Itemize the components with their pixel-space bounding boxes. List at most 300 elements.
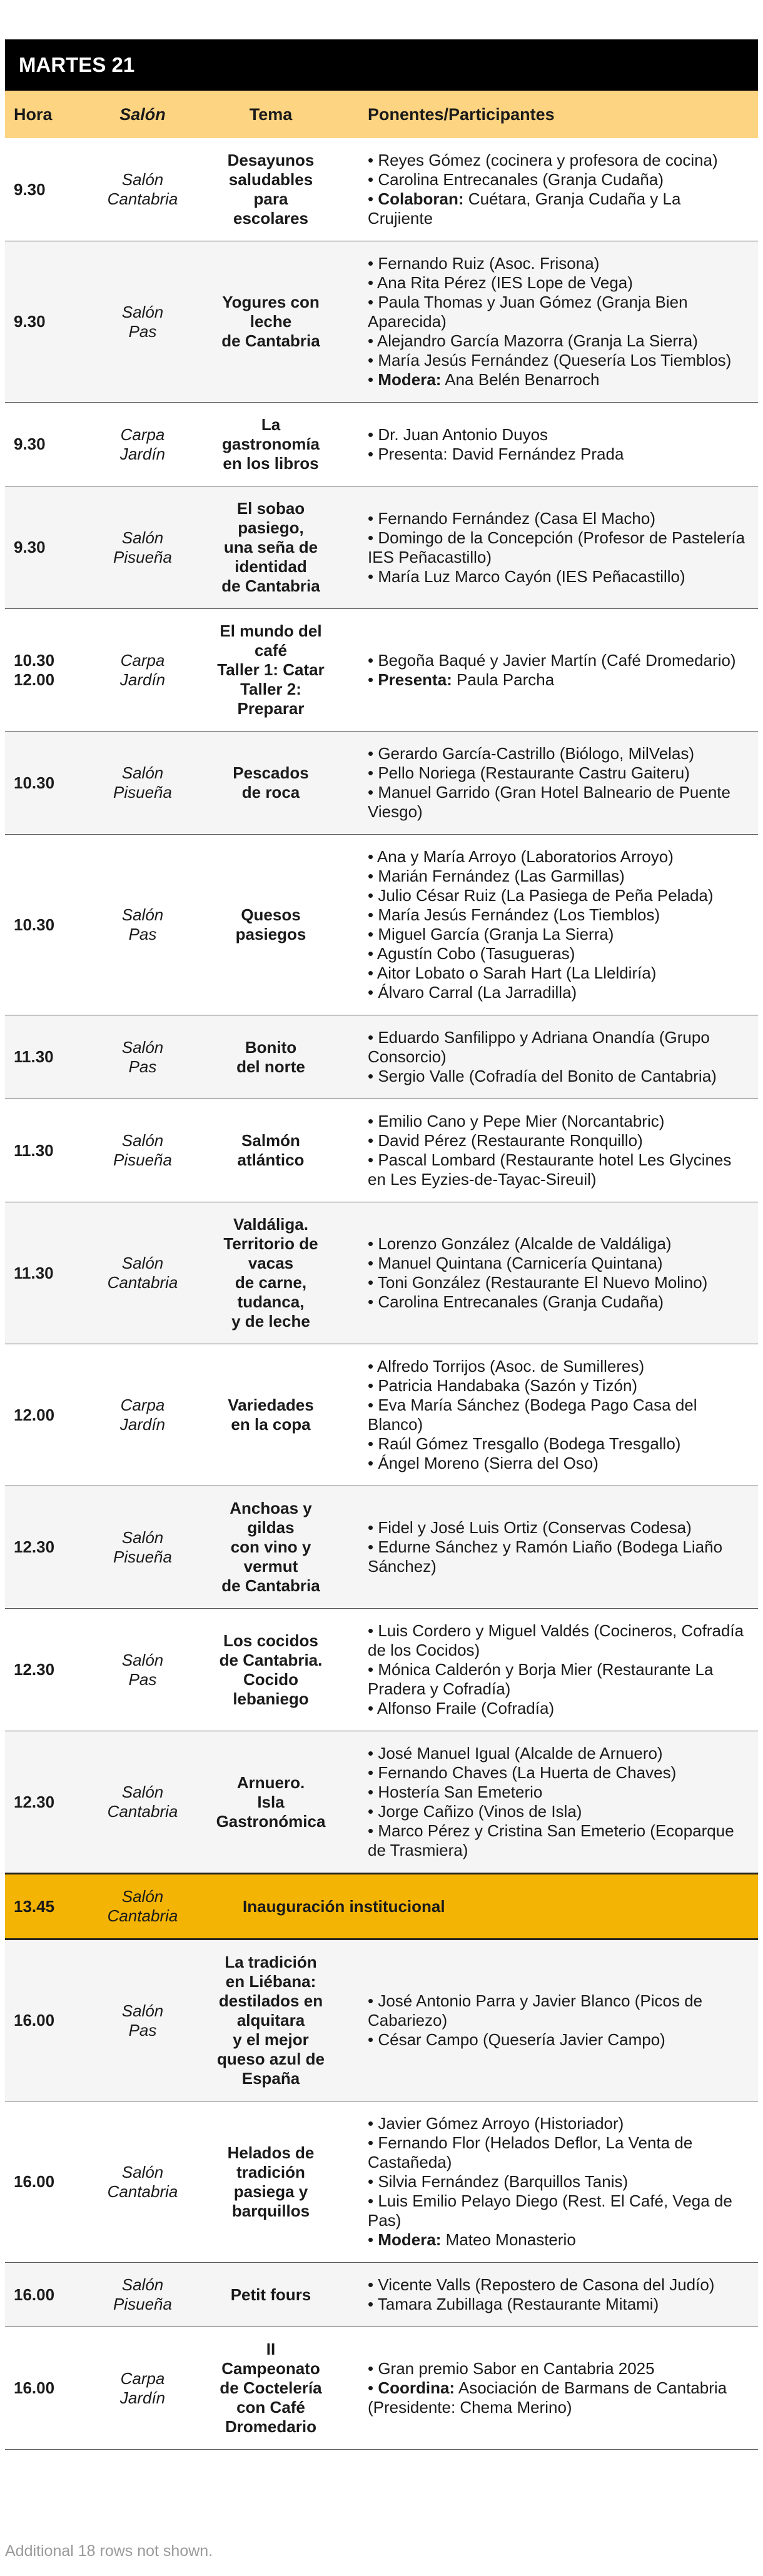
tema-text: en Liébana: (225, 1972, 316, 1991)
salon-text: Jardín (119, 2388, 166, 2407)
ponente-text: • (368, 370, 378, 389)
ponente-item (368, 2378, 748, 2417)
ponente-item (368, 651, 748, 670)
cell-ponentes (349, 2101, 758, 2263)
cell-tema (193, 835, 349, 1015)
salon-text: Cantabria (107, 1273, 178, 1292)
cell-tema (193, 1731, 349, 1874)
table-row (5, 2327, 758, 2450)
ponente-item (368, 170, 748, 189)
cell-hora (5, 1015, 93, 1099)
ponente-text: • (368, 670, 378, 689)
tema-text: Preparar (237, 699, 305, 718)
ponente-text: Paula Parcha (452, 670, 555, 689)
ponente-text: • Alfonso Fraile (Cofradía) (368, 1699, 555, 1718)
cell-hora (5, 1486, 93, 1609)
cell-tema (193, 1486, 349, 1609)
cell-tema (193, 609, 349, 732)
cell-salon (93, 241, 193, 403)
ponente-item (368, 1292, 748, 1312)
ponente-text: • Álvaro Carral (La Jarradilla) (368, 983, 577, 1002)
ponente-text: Ana Belén Benarroch (441, 370, 600, 389)
salon-text: Salón (121, 170, 164, 189)
ponente-item (368, 867, 748, 886)
ponente-text: • Reyes Gómez (cocinera y profesora de cocina) (368, 151, 718, 169)
cell-ponentes (349, 1609, 758, 1731)
tema-text: Arnuero. (236, 1773, 305, 1792)
cell-hora (5, 403, 93, 486)
ponente-item (368, 1028, 748, 1067)
tema-text: Yogures con (222, 293, 320, 311)
ponente-text: • Alfredo Torrijos (Asoc. de Sumilleres) (368, 1357, 645, 1376)
hora-text: 9.30 (14, 179, 46, 199)
salon-text: Jardín (119, 670, 166, 689)
tema-text: España (241, 2069, 300, 2088)
cell-tema (193, 403, 349, 486)
hora-text: 12.30 (14, 1660, 55, 1679)
cell-tema (193, 1609, 349, 1731)
hora-text: 16.00 (14, 2285, 55, 2304)
cell-hora (5, 835, 93, 1015)
ponente-text: Cuétara, Granja Cudaña y La Crujiente (368, 189, 681, 228)
tema-text: del norte (236, 1057, 305, 1076)
ponente-text: • Ángel Moreno (Sierra del Oso) (368, 1454, 599, 1472)
tema-text: Gastronómica (216, 1811, 326, 1831)
salon-text: Carpa (120, 2368, 165, 2388)
salon-text: Carpa (120, 650, 165, 670)
cell-salon (93, 1940, 193, 2101)
salon-text: Cantabria (107, 189, 178, 208)
salon-text: Pisueña (113, 1150, 172, 1169)
salon-text: Salón (121, 1783, 164, 1801)
ponente-text: • Javier Gómez Arroyo (Historiador) (368, 2114, 624, 2133)
ponente-item (368, 1763, 748, 1783)
schedule-wrapper (5, 39, 758, 2450)
cell-ponentes (349, 1015, 758, 1099)
tema-text: Inauguración institucional (243, 1896, 445, 1916)
ponente-text: • Patricia Handabaka (Sazón y Tizón) (368, 1376, 638, 1395)
ponente-text: • Luis Cordero y Miguel Valdés (Cocineros, Cofradía de los Cocidos) (368, 1621, 744, 1659)
ponente-item (368, 944, 748, 963)
cell-salon (93, 1486, 193, 1609)
footer-note: Additional 18 rows not shown. (5, 2542, 213, 2560)
cell-salon (93, 1202, 193, 1344)
table-row (5, 1202, 758, 1344)
table-row (5, 1731, 758, 1874)
tema-text: café (254, 641, 288, 660)
ponente-item (368, 2030, 748, 2050)
salon-text: Pas (128, 2020, 157, 2040)
ponente-item (368, 273, 748, 293)
ponente-item (368, 151, 748, 170)
tema-text: para (253, 189, 288, 208)
hora-text: 10.30 (14, 650, 55, 670)
ponente-item (368, 1802, 748, 1821)
cell-tema (193, 486, 349, 609)
ponente-item (368, 670, 748, 690)
hora-text: 16.00 (14, 2011, 55, 2030)
salon-text: Pisueña (113, 547, 172, 566)
ponente-text: • Marco Pérez y Cristina San Emeterio (Ecoparque de Trasmiera) (368, 1821, 734, 1859)
cell-salon (93, 1099, 193, 1202)
table-row (5, 1099, 758, 1202)
ponente-text: • Domingo de la Concepción (Profesor de Pastelería IES Peñacastillo) (368, 528, 745, 566)
ponente-text: • Pello Noriega (Restaurante Castru Gaiteru) (368, 763, 690, 782)
salon-text: Salón (121, 2162, 164, 2181)
ponente-item (368, 1273, 748, 1292)
table-row (5, 2101, 758, 2263)
ponente-text: • Mónica Calderón y Borja Mier (Restaurante La Pradera y Cofradía) (368, 1660, 714, 1698)
ponente-item (368, 254, 748, 273)
cell-tema (193, 1940, 349, 2101)
tema-text: barquillos (231, 2201, 310, 2220)
ponente-role-label: Coordina: (378, 2378, 455, 2397)
ponente-text: • María Jesús Fernández (Quesería Los Tiemblos) (368, 351, 732, 370)
ponente-text: • Jorge Cañizo (Vinos de Isla) (368, 1802, 582, 1821)
ponente-text: • María Luz Marco Cayón (IES Peñacastillo) (368, 566, 685, 586)
ponente-text: • Emilio Cano y Pepe Mier (Norcantabric) (368, 1112, 665, 1130)
tema-text: Isla (257, 1792, 285, 1811)
ponente-text: • Sergio Valle (Cofradía del Bonito de Cantabria) (368, 1067, 717, 1085)
tema-text: Campeonato (221, 2359, 320, 2378)
ponente-item (368, 2191, 748, 2230)
tema-text: Los cocidos (223, 1631, 318, 1650)
ponente-text: • Vicente Valls (Repostero de Casona del Judío) (368, 2275, 715, 2294)
ponente-item (368, 528, 748, 567)
ponente-text: • Fernando Fernández (Casa El Macho) (368, 508, 655, 528)
cell-salon (93, 2327, 193, 2450)
tema-text: Taller 1: Catar (217, 660, 325, 679)
ponente-item (368, 445, 748, 464)
ponente-item (368, 2172, 748, 2191)
cell-salon (93, 2263, 193, 2327)
ponente-text: • Agustín Cobo (Tasugueras) (368, 944, 575, 963)
salon-text: Pisueña (113, 783, 172, 802)
ponente-text: • Fernando Flor (Helados Deflor, La Venta de Castañeda) (368, 2133, 693, 2171)
ponente-text: Asociación de Barmans de Cantabria (Presidente: Chema Merino) (368, 2378, 727, 2417)
tema-text: en los libros (223, 454, 319, 473)
tema-text: de Coctelería (220, 2378, 322, 2397)
ponente-item (368, 1434, 748, 1454)
ponente-text: • Julio César Ruiz (La Pasiega de Peña Pelada) (368, 886, 714, 905)
tema-text: Helados de (227, 2143, 315, 2162)
ponente-text: • Carolina Entrecanales (Granja Cudaña) (368, 170, 664, 189)
tema-text: leche (250, 312, 292, 331)
cell-hora (5, 609, 93, 732)
ponente-item (368, 2275, 748, 2295)
ponente-item (368, 2230, 748, 2250)
ponente-role-label: Modera: (378, 370, 442, 389)
cell-hora (5, 1099, 93, 1202)
ponente-text: • Paula Thomas y Juan Gómez (Granja Bien Aparecida) (368, 293, 688, 331)
tema-text: La tradición (225, 1953, 317, 1971)
cell-hora (5, 2263, 93, 2327)
ponente-role-label: Modera: (378, 2230, 442, 2249)
cell-tema (193, 1344, 349, 1486)
cell-ponentes (349, 1099, 758, 1202)
cell-hora (5, 138, 93, 241)
cell-ponentes (349, 1486, 758, 1609)
salon-text: Cantabria (107, 1802, 178, 1821)
tema-text: pasiego, (238, 518, 304, 537)
tema-text: identidad (235, 557, 307, 576)
ponente-text: • Presenta: David Fernández Prada (368, 444, 624, 463)
ponente-item (368, 744, 748, 763)
salon-text: Salón (121, 763, 164, 782)
cell-tema (193, 241, 349, 403)
salon-text: Pisueña (113, 2295, 172, 2313)
ponente-text: • Eduardo Sanfilippo y Adriana Onandía (Grupo Consorcio) (368, 1028, 710, 1066)
ponente-text: • (368, 2378, 378, 2397)
tema-text: pasiegos (235, 925, 306, 943)
ponente-item (368, 1621, 748, 1660)
hora-text: 9.30 (14, 538, 46, 556)
tema-text: de carne, (235, 1273, 307, 1292)
hora-text: 11.30 (14, 1140, 54, 1160)
ponente-item (368, 783, 748, 822)
cell-tema (193, 2263, 349, 2327)
ponente-item (368, 1821, 748, 1860)
cell-tema (193, 732, 349, 835)
ponente-text: • Fernando Ruiz (Asoc. Frisona) (368, 254, 600, 273)
ponente-item (368, 1783, 748, 1802)
ponente-item (368, 1234, 748, 1254)
tema-text: una seña de (223, 538, 318, 556)
hora-text: 13.45 (14, 1896, 55, 1916)
ponente-text: • Ana Rita Pérez (IES Lope de Vega) (368, 273, 633, 292)
table-row-highlight (5, 1874, 758, 1940)
cell-ponentes (349, 732, 758, 835)
ponente-text: • Tamara Zubillaga (Restaurante Mitami) (368, 2295, 659, 2313)
cell-ponentes (349, 241, 758, 403)
cell-ponentes (349, 1344, 758, 1486)
schedule-table (5, 91, 758, 2450)
ponente-item (368, 963, 748, 983)
cell-hora (5, 1940, 93, 2101)
ponente-item (368, 1699, 748, 1718)
cell-hora (5, 2101, 93, 2263)
ponente-item (368, 370, 748, 390)
cell-ponentes (349, 1202, 758, 1344)
tema-text: de Cantabria (221, 576, 320, 595)
table-row (5, 241, 758, 403)
tema-text: Bonito (245, 1037, 297, 1057)
ponente-item (368, 1131, 748, 1150)
ponente-item (368, 425, 748, 445)
table-row (5, 1940, 758, 2101)
cell-hora (5, 1874, 93, 1940)
table-row (5, 1015, 758, 1099)
column-header-ponentes[interactable]: Ponentes/Participantes (349, 91, 758, 138)
table-row (5, 1344, 758, 1486)
tema-text: de roca (241, 783, 300, 802)
tema-text: de Cantabria. (219, 1650, 323, 1669)
ponente-item (368, 189, 748, 228)
tema-text: escolares (233, 209, 308, 228)
tema-text: de Cantabria (221, 331, 320, 350)
ponente-text: • Pascal Lombard (Restaurante hotel Les Glycines en Les Eyzies-de-Tayac-Sireuil) (368, 1150, 732, 1189)
table-body (5, 138, 758, 2450)
ponente-item (368, 1744, 748, 1763)
table-row (5, 1486, 758, 1609)
salon-text: Salón (121, 1650, 164, 1669)
ponente-text: • Carolina Entrecanales (Granja Cudaña) (368, 1292, 664, 1311)
ponente-text: • Manuel Garrido (Gran Hotel Balneario de Puente Viesgo) (368, 783, 730, 821)
cell-tema (193, 138, 349, 241)
cell-hora (5, 1344, 93, 1486)
cell-hora (5, 732, 93, 835)
cell-hora (5, 241, 93, 403)
cell-salon (93, 1731, 193, 1874)
tema-text: lebaniego (233, 1689, 309, 1708)
cell-ponentes (349, 1940, 758, 2101)
ponente-text: • César Campo (Quesería Javier Campo) (368, 2030, 665, 2049)
ponente-text: • Aitor Lobato o Sarah Hart (La Lleldiría) (368, 963, 657, 982)
cell-hora (5, 1609, 93, 1731)
ponente-text: • Dr. Juan Antonio Duyos (368, 425, 548, 444)
ponente-item (368, 1396, 748, 1434)
ponente-text: • Fernando Chaves (La Huerta de Chaves) (368, 1763, 677, 1782)
hora-text: 16.00 (14, 2378, 55, 2397)
salon-text: Salón (121, 302, 164, 321)
ponente-role-label: Presenta: (378, 670, 452, 689)
cell-hora (5, 1202, 93, 1344)
salon-text: Salón (121, 1527, 164, 1547)
ponente-item (368, 886, 748, 905)
ponente-text: • María Jesús Fernández (Los Tiemblos) (368, 905, 660, 924)
tema-text: vermut (243, 1557, 298, 1576)
ponente-text: • José Manuel Igual (Alcalde de Arnuero) (368, 1744, 663, 1763)
cell-tema (193, 1202, 349, 1344)
cell-ponentes (349, 2327, 758, 2450)
ponente-text: Mateo Monasterio (441, 2230, 576, 2249)
salon-text: Pas (128, 1669, 157, 1689)
column-header-salon[interactable]: Salón (93, 91, 193, 138)
salon-text: Carpa (120, 425, 165, 444)
hora-text: 11.30 (14, 1263, 54, 1282)
ponente-text: • (368, 2230, 378, 2249)
cell-salon (93, 1344, 193, 1486)
cell-salon (93, 2101, 193, 2263)
table-row (5, 403, 758, 486)
cell-ponentes (349, 403, 758, 486)
ponente-text: • David Pérez (Restaurante Ronquillo) (368, 1131, 643, 1150)
tema-text: tudanca, (237, 1292, 305, 1311)
hora-text: 16.00 (14, 2172, 55, 2191)
cell-hora (5, 1731, 93, 1874)
ponente-item (368, 925, 748, 944)
tema-text: Salmón (241, 1131, 300, 1150)
cell-tema (193, 2327, 349, 2450)
tema-text: Territorio de (223, 1234, 318, 1253)
tema-text: Valdáliga. (233, 1215, 308, 1234)
tema-text: vacas (248, 1254, 294, 1272)
salon-text: Pas (128, 925, 157, 943)
day-title: MARTES 21 (5, 39, 758, 91)
salon-text: Pas (128, 1057, 157, 1076)
ponente-item (368, 1112, 748, 1131)
tema-text: gastronomía (221, 435, 320, 453)
tema-text: La (261, 415, 281, 434)
tema-text: saludables (228, 170, 313, 189)
ponente-item (368, 293, 748, 331)
ponente-text: • Alejandro García Mazorra (Granja La Sierra) (368, 331, 698, 350)
ponente-text: • Ana y María Arroyo (Laboratorios Arroyo) (368, 847, 674, 866)
ponente-item (368, 351, 748, 370)
cell-tema (193, 2101, 349, 2263)
hora-text: 10.30 (14, 915, 55, 934)
tema-text: y el mejor (233, 2030, 309, 2049)
cell-tema (193, 1099, 349, 1202)
table-row (5, 486, 758, 609)
ponente-item (368, 1991, 748, 2030)
column-header-tema[interactable]: Tema (193, 91, 349, 138)
cell-ponentes (349, 486, 758, 609)
ponente-item (368, 331, 748, 351)
ponente-text: • Gran premio Sabor en Cantabria 2025 (368, 2359, 655, 2378)
ponente-text: • Fidel y José Luis Ortiz (Conservas Codesa) (368, 1518, 692, 1537)
ponente-item (368, 1376, 748, 1396)
cell-salon (93, 403, 193, 486)
salon-text: Salón (121, 528, 164, 547)
salon-text: Jardín (119, 444, 166, 463)
salon-text: Salón (121, 2001, 164, 2020)
ponente-item (368, 509, 748, 528)
cell-hora (5, 2327, 93, 2450)
hora-text: 11.30 (14, 1047, 54, 1066)
salon-text: Salón (121, 2275, 164, 2294)
column-header-hora[interactable]: Hora (5, 91, 93, 138)
tema-text: de Cantabria (221, 1576, 320, 1595)
tema-text: gildas (247, 1518, 295, 1537)
tema-text: Cocido (243, 1669, 299, 1689)
cell-ponentes (349, 2263, 758, 2327)
cell-ponentes (349, 609, 758, 732)
ponente-text: • José Antonio Parra y Javier Blanco (Picos de Cabariezo) (368, 1991, 703, 2030)
ponente-item (368, 1660, 748, 1699)
cell-salon (93, 486, 193, 609)
cell-ponentes (349, 1731, 758, 1874)
tema-text: El sobao (236, 499, 305, 518)
table-header-row (5, 91, 758, 138)
tema-text: atlántico (237, 1150, 305, 1169)
cell-salon (93, 138, 193, 241)
ponente-item (368, 2295, 748, 2314)
cell-salon (93, 732, 193, 835)
tema-text: con Café (236, 2398, 305, 2417)
ponente-text: • Eva María Sánchez (Bodega Pago Casa del Blanco) (368, 1396, 697, 1434)
hora-text: 12.30 (14, 1537, 55, 1556)
ponente-item (368, 1454, 748, 1473)
tema-text: destilados en (218, 1991, 323, 2010)
ponente-text: • Lorenzo González (Alcalde de Valdáliga) (368, 1234, 672, 1253)
ponente-item (368, 1150, 748, 1189)
ponente-item (368, 1357, 748, 1376)
ponente-item (368, 2359, 748, 2378)
ponente-item (368, 2133, 748, 2172)
ponente-text: • Gerardo García-Castrillo (Biólogo, MilVelas) (368, 744, 695, 763)
tema-text: tradición (236, 2162, 305, 2181)
salon-text: Salón (121, 1131, 164, 1150)
ponente-text: • Hostería San Emeterio (368, 1783, 543, 1801)
cell-salon (93, 1015, 193, 1099)
cell-salon (93, 1609, 193, 1731)
table-row (5, 835, 758, 1015)
cell-ponentes (349, 835, 758, 1015)
salon-text: Pisueña (113, 1547, 172, 1566)
salon-text: Cantabria (107, 2181, 178, 2201)
cell-salon (93, 609, 193, 732)
